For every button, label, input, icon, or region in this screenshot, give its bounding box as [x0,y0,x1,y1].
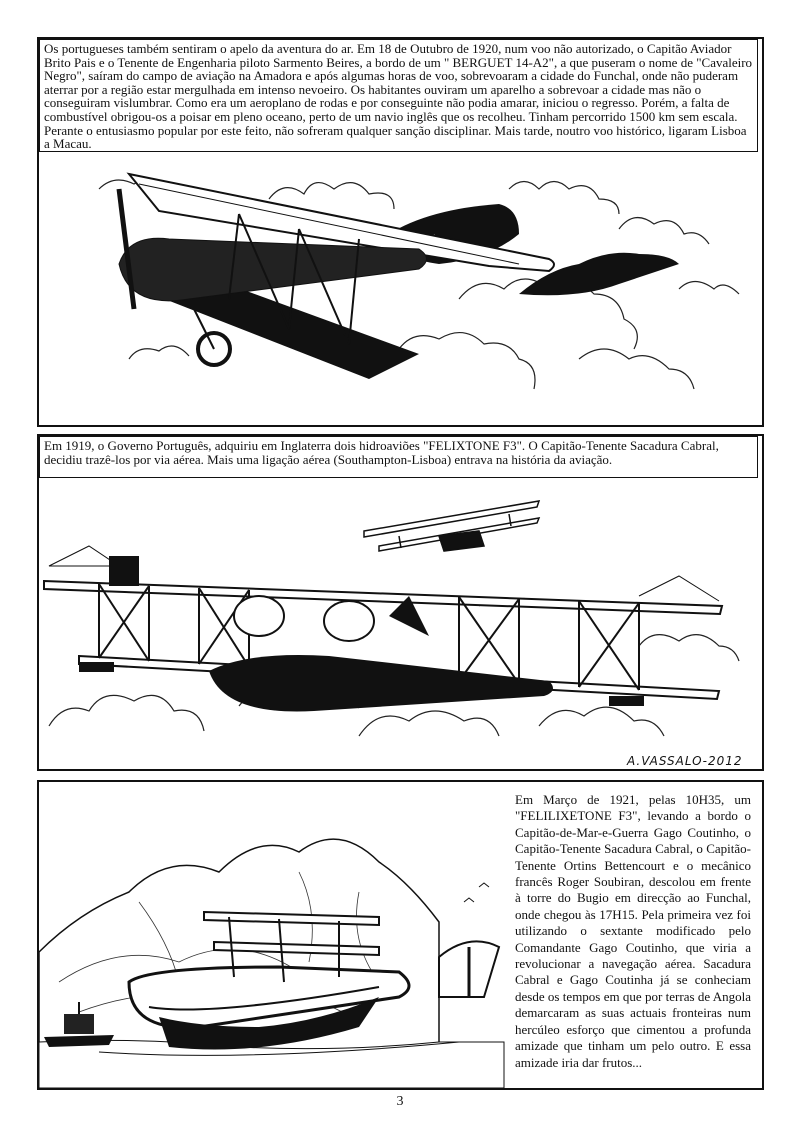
panel2-caption: Em 1919, o Governo Português, adquiriu em Inglaterra dois hidroaviões "FELIXTONE F3". O Capitão-Tenente Sacadura Cabral, decidiu trazê-los por via aérea. Mais uma ligação aérea (Southampton-Lisboa) entrava na história da aviação. [39,436,758,478]
panel3-text: Em Março de 1921, pelas 10H35, um "FELILIXETONE F3", levando a bordo o Capitão-de-Mar-e-Guerra Gago Coutinho, o Capitão-Tenente Sacadura Cabral, o Capitão-Tenente Ortins Bettencourt e o mecânico francês Roger Soubiran, descolou em frente à torre do Bugio em direcção ao Funchal, onde chegou às 17H15. Pela primeira vez foi utilizando o sextante modificado pelo Comandante Gago Coutinho, que viria a revolucionar a navegação aérea. Sacadura Cabral e Gago Coutinha já se conheciam desde os tempos em que por terras de Angola demarcaram as suas actuais fronteiras num hercúleo esforço que cimentou a profunda amizade que tinham um pelo outro. E essa amizade iria dar frutos... [515,792,751,1070]
panel1-caption: Os portugueses também sentiram o apelo da aventura do ar. Em 18 de Outubro de 1920, num voo não autorizado, o Capitão Aviador Brito Pais e o Tenente de Engenharia piloto Sarmento Beires, a bordo de um " BERGUET 14-A2", a que puseram o nome de "Cavaleiro Negro", saíram do campo de aviação na Amadora e após algumas horas de voo, sobrevoaram a cidade do Funchal, onde não puderam aterrar por a região estar mergulhada em intenso nevoeiro. Os habitantes ouviram um aparelho a sobrevoar a cidade mas não o conseguiram vislumbrar. Como era um aeroplano de rodas e por conseguinte não podia amarar, iniciou o regresso. Porém, a falta de combustível obrigou-os a poisar em pleno oceano, perto de um navio inglês que os recolheu. Tinham percorrido 1500 km sem escala. Perante o entusiasmo popular por este feito, não sofreram qualquer sanção disciplinar. Mais tarde, noutro voo histórico, ligaram Lisboa a Macau. [39,39,758,152]
page-number: 3 [396,1094,404,1109]
artist-signature: A.VASSALO-2012 [627,754,743,768]
felixstowe-flying-boat-illustration [39,436,762,769]
panel-funchal [37,780,764,1090]
panel-felixstowe [37,434,764,771]
panel-breguet [37,37,764,427]
